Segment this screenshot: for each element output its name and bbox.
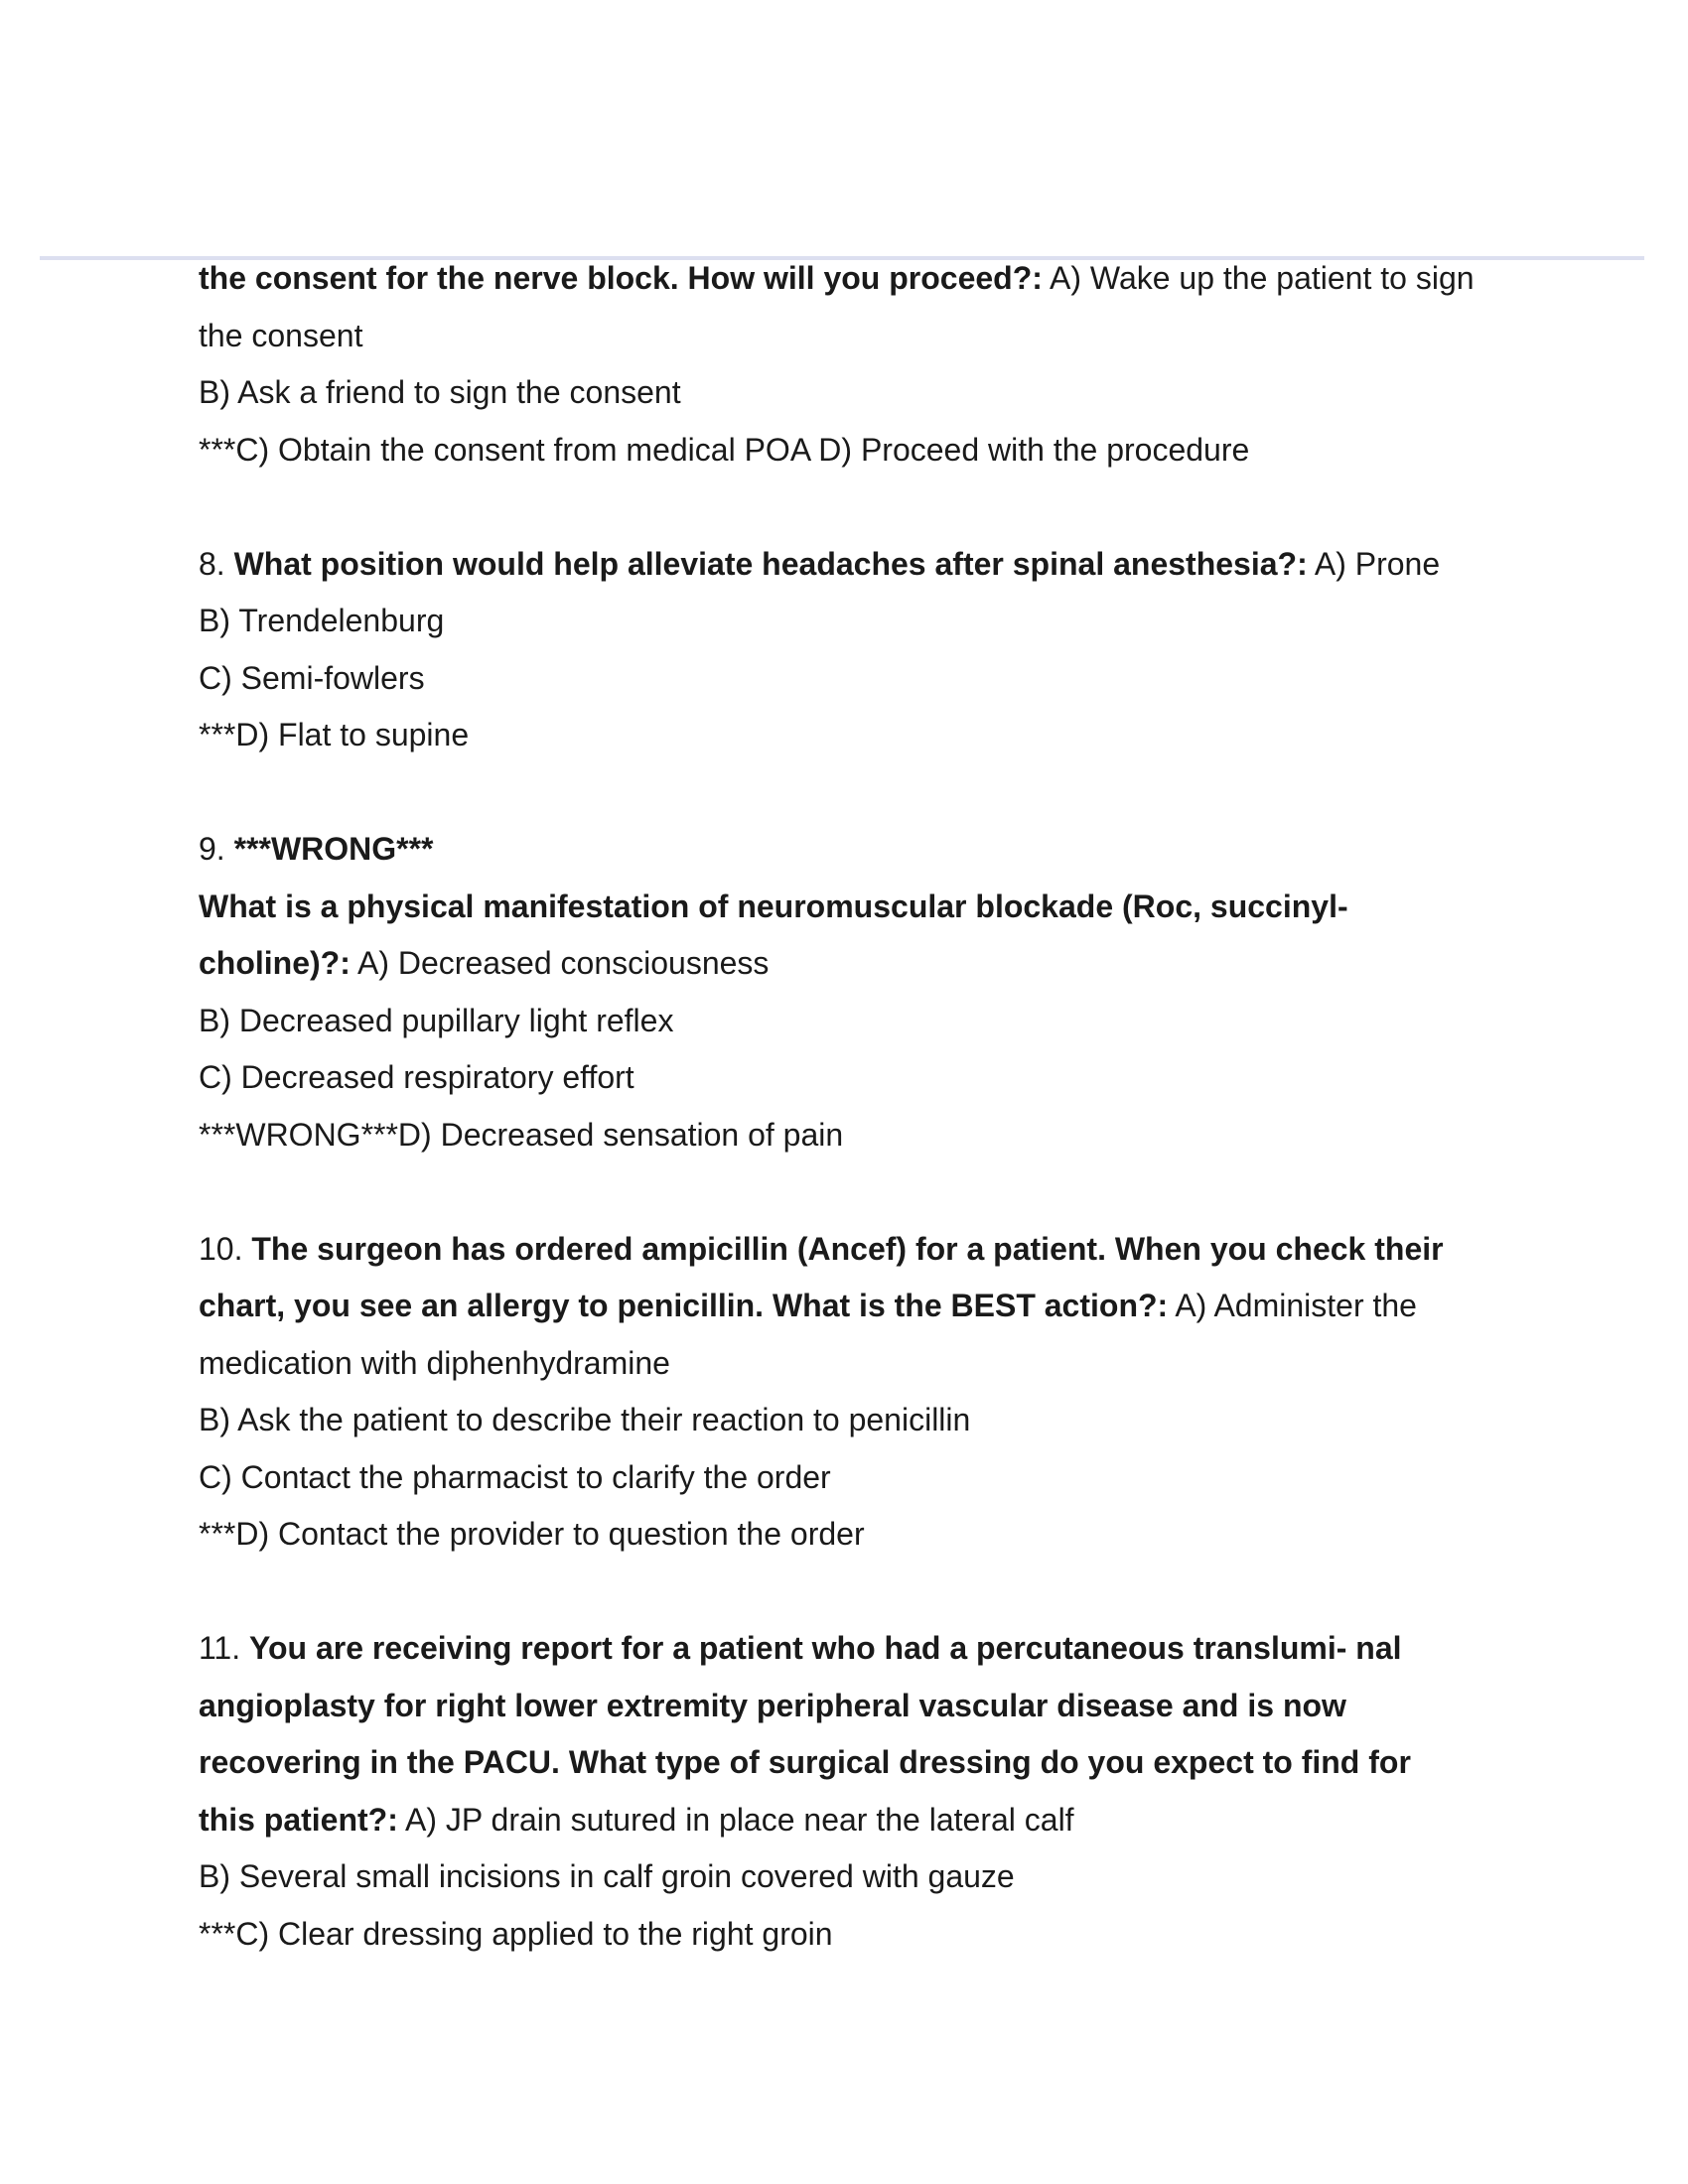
question-8-option-a: A) Prone xyxy=(1314,545,1441,582)
question-9-option-b: B) Decreased pupillary light reflex xyxy=(199,1002,674,1038)
question-9-number: 9. xyxy=(199,831,225,867)
question-11-text-line-1: You are receiving report for a patient who had a percutaneous translumi- nal xyxy=(249,1630,1402,1666)
question-7-line-1 xyxy=(199,250,1489,308)
question-7 xyxy=(199,250,1489,478)
question-9-text-line-1: What is a physical manifestation of neuromuscular blockade (Roc, succinyl- xyxy=(199,887,1348,924)
question-7-option-b: B) Ask a friend to sign the consent xyxy=(199,374,681,410)
question-9-text-line-2: choline)?: xyxy=(199,945,351,981)
question-11-text-line-3: recovering in the PACU. What type of surgical dressing do you expect to find for xyxy=(199,1744,1411,1780)
question-8-option-c: C) Semi-fowlers xyxy=(199,659,425,696)
question-9-option-d: ***WRONG***D) Decreased sensation of pain xyxy=(199,1116,844,1153)
question-9-option-c: C) Decreased respiratory effort xyxy=(199,1059,634,1095)
question-10-text-line-1: The surgeon has ordered ampicillin (Ancef) for a patient. When you check their xyxy=(251,1230,1444,1267)
question-10-line-1 xyxy=(199,1221,1489,1279)
question-10-option-b: B) Ask the patient to describe their reaction to penicillin xyxy=(199,1402,971,1437)
question-11-text-line-4: this patient?: xyxy=(199,1801,398,1838)
question-11-number: 11. xyxy=(199,1630,241,1666)
question-8-line-1 xyxy=(199,536,1489,594)
spacer xyxy=(199,478,1489,536)
question-9 xyxy=(199,821,1489,1163)
question-11-option-c: ***C) Clear dressing applied to the right groin xyxy=(199,1915,833,1952)
question-11 xyxy=(199,1620,1489,1963)
spacer xyxy=(199,1163,1489,1221)
quiz-content xyxy=(199,250,1489,1963)
question-10-option-c: C) Contact the pharmacist to clarify the order xyxy=(199,1458,831,1495)
question-11-line-4 xyxy=(199,1792,1489,1849)
question-10-option-a: A) Administer the xyxy=(1175,1288,1417,1323)
question-8-number: 8. xyxy=(199,545,225,582)
question-10 xyxy=(199,1221,1489,1564)
spacer xyxy=(199,764,1489,822)
question-8 xyxy=(199,536,1489,764)
question-11-text-line-2: angioplasty for right lower extremity peripheral vascular disease and is now xyxy=(199,1687,1346,1723)
question-10-number: 10. xyxy=(199,1230,243,1267)
question-8-option-d: ***D) Flat to supine xyxy=(199,717,470,752)
question-11-option-b: B) Several small incisions in calf groin covered with gauze xyxy=(199,1858,1015,1894)
question-7-text: the consent for the nerve block. How will you proceed?: xyxy=(199,260,1043,296)
question-7-option-a: A) Wake up the patient to sign xyxy=(1050,260,1475,296)
question-8-text: What position would help alleviate headaches after spinal anesthesia?: xyxy=(233,545,1308,582)
question-7-option-c-d: ***C) Obtain the consent from medical POA D) Proceed with the procedure xyxy=(199,431,1250,468)
question-11-option-a: A) JP drain sutured in place near the lateral calf xyxy=(405,1801,1074,1838)
spacer xyxy=(199,1564,1489,1621)
question-9-wrong-flag: ***WRONG*** xyxy=(233,831,434,867)
question-8-option-b: B) Trendelenburg xyxy=(199,603,445,638)
question-10-option-d: ***D) Contact the provider to question the order xyxy=(199,1516,865,1552)
question-10-option-a-cont: medication with diphenhydramine xyxy=(199,1344,670,1381)
question-10-text-line-2: chart, you see an allergy to penicillin. What is the BEST action?: xyxy=(199,1288,1169,1323)
question-9-option-a: A) Decreased consciousness xyxy=(357,945,770,981)
question-9-line-3 xyxy=(199,935,1489,993)
question-9-line-1 xyxy=(199,821,1489,879)
question-11-line-1 xyxy=(199,1620,1489,1678)
question-10-line-2 xyxy=(199,1278,1489,1335)
question-7-option-a-cont: the consent xyxy=(199,317,363,353)
